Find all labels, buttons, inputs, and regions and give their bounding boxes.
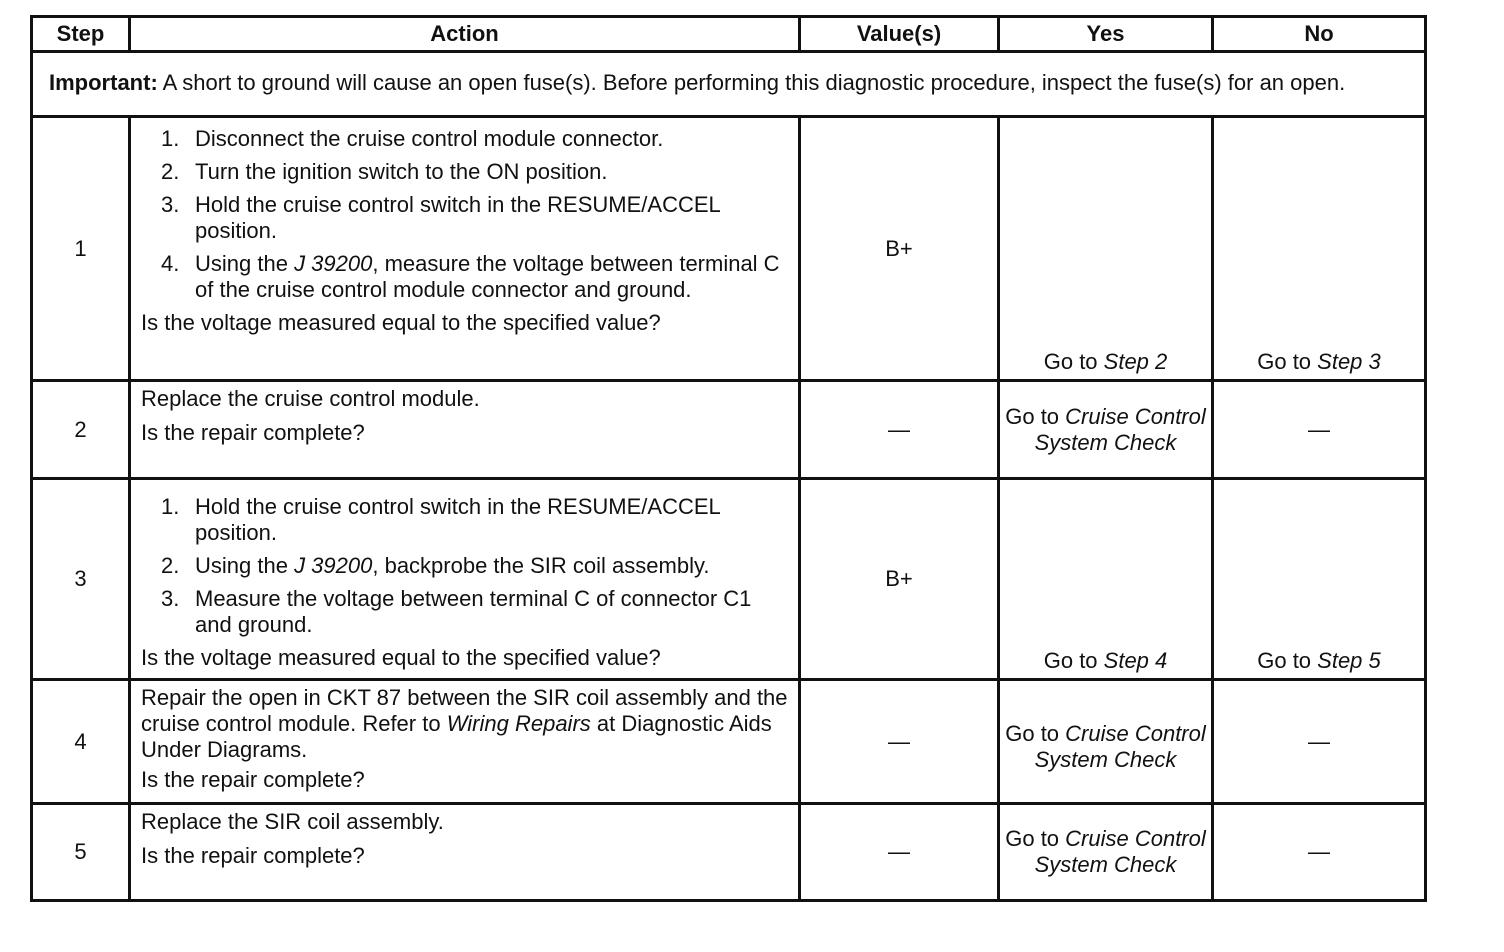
yes-cell: Go to Cruise Control System Check bbox=[999, 381, 1213, 479]
important-text: A short to ground will cause an open fuse(s). Before performing this diagnostic procedure, inspect the fuse(s) for an open. bbox=[157, 70, 1346, 95]
tool-ref: J 39200 bbox=[294, 251, 373, 276]
header-no: No bbox=[1213, 17, 1426, 52]
list-item: 1. Disconnect the cruise control module connector. bbox=[161, 126, 664, 151]
table-row bbox=[32, 479, 1426, 680]
question: Is the voltage measured equal to the specified value? bbox=[141, 645, 661, 670]
value-cell: B+ bbox=[800, 117, 999, 381]
value-cell: — bbox=[800, 804, 999, 901]
action-cell bbox=[130, 804, 800, 901]
value-cell: — bbox=[800, 381, 999, 479]
diagnostic-table bbox=[30, 15, 1427, 902]
question: Is the repair complete? bbox=[141, 420, 365, 445]
list-item: 4. Using the J 39200, measure the voltage between terminal C of the cruise control module connector and ground. bbox=[161, 251, 780, 302]
action-text: Replace the SIR coil assembly. bbox=[141, 809, 444, 834]
list-item: 3. Hold the cruise control switch in the RESUME/ACCEL position. bbox=[161, 192, 720, 243]
step-number: 5 bbox=[32, 804, 130, 901]
action-text: Repair the open in CKT 87 between the SIR coil assembly and the cruise control module. Refer to Wiring Repairs at Diagnostic Aids Under Diagrams. bbox=[141, 685, 788, 762]
tool-ref: J 39200 bbox=[294, 553, 373, 578]
list-item: 2. Using the J 39200, backprobe the SIR coil assembly. bbox=[161, 553, 710, 578]
yes-cell: Go to Step 4 bbox=[999, 479, 1213, 680]
step-number: 2 bbox=[32, 381, 130, 479]
no-cell: — bbox=[1213, 804, 1426, 901]
header-action: Action bbox=[130, 17, 800, 52]
action-cell bbox=[130, 117, 800, 381]
important-note bbox=[32, 52, 1426, 117]
action-cell bbox=[130, 479, 800, 680]
value-cell: B+ bbox=[800, 479, 999, 680]
list-item: 1. Hold the cruise control switch in the RESUME/ACCEL position. bbox=[161, 494, 720, 545]
list-item: 3. Measure the voltage between terminal C of connector C1 and ground. bbox=[161, 586, 752, 637]
no-cell: — bbox=[1213, 381, 1426, 479]
table-row bbox=[32, 117, 1426, 381]
step-number: 1 bbox=[32, 117, 130, 381]
question: Is the repair complete? bbox=[141, 767, 365, 792]
step-number: 4 bbox=[32, 680, 130, 804]
yes-cell: Go to Cruise Control System Check bbox=[999, 680, 1213, 804]
no-cell: — bbox=[1213, 680, 1426, 804]
action-list bbox=[141, 126, 788, 303]
yes-cell: Go to Cruise Control System Check bbox=[999, 804, 1213, 901]
header-values: Value(s) bbox=[800, 17, 999, 52]
yes-cell: Go to Step 2 bbox=[999, 117, 1213, 381]
no-cell: Go to Step 3 bbox=[1213, 117, 1426, 381]
table-row bbox=[32, 381, 1426, 479]
action-cell bbox=[130, 381, 800, 479]
header-step: Step bbox=[32, 17, 130, 52]
action-text: Replace the cruise control module. bbox=[141, 386, 480, 411]
question: Is the repair complete? bbox=[141, 843, 365, 868]
action-list bbox=[141, 494, 788, 638]
header-row bbox=[32, 17, 1426, 52]
reference: Wiring Repairs bbox=[446, 711, 591, 736]
table-row bbox=[32, 804, 1426, 901]
question: Is the voltage measured equal to the specified value? bbox=[141, 310, 661, 335]
step-number: 3 bbox=[32, 479, 130, 680]
important-label: Important: bbox=[49, 70, 158, 95]
header-yes: Yes bbox=[999, 17, 1213, 52]
important-row bbox=[32, 52, 1426, 117]
list-item: 2. Turn the ignition switch to the ON position. bbox=[161, 159, 608, 184]
no-cell: Go to Step 5 bbox=[1213, 479, 1426, 680]
table-row bbox=[32, 680, 1426, 804]
action-cell bbox=[130, 680, 800, 804]
value-cell: — bbox=[800, 680, 999, 804]
